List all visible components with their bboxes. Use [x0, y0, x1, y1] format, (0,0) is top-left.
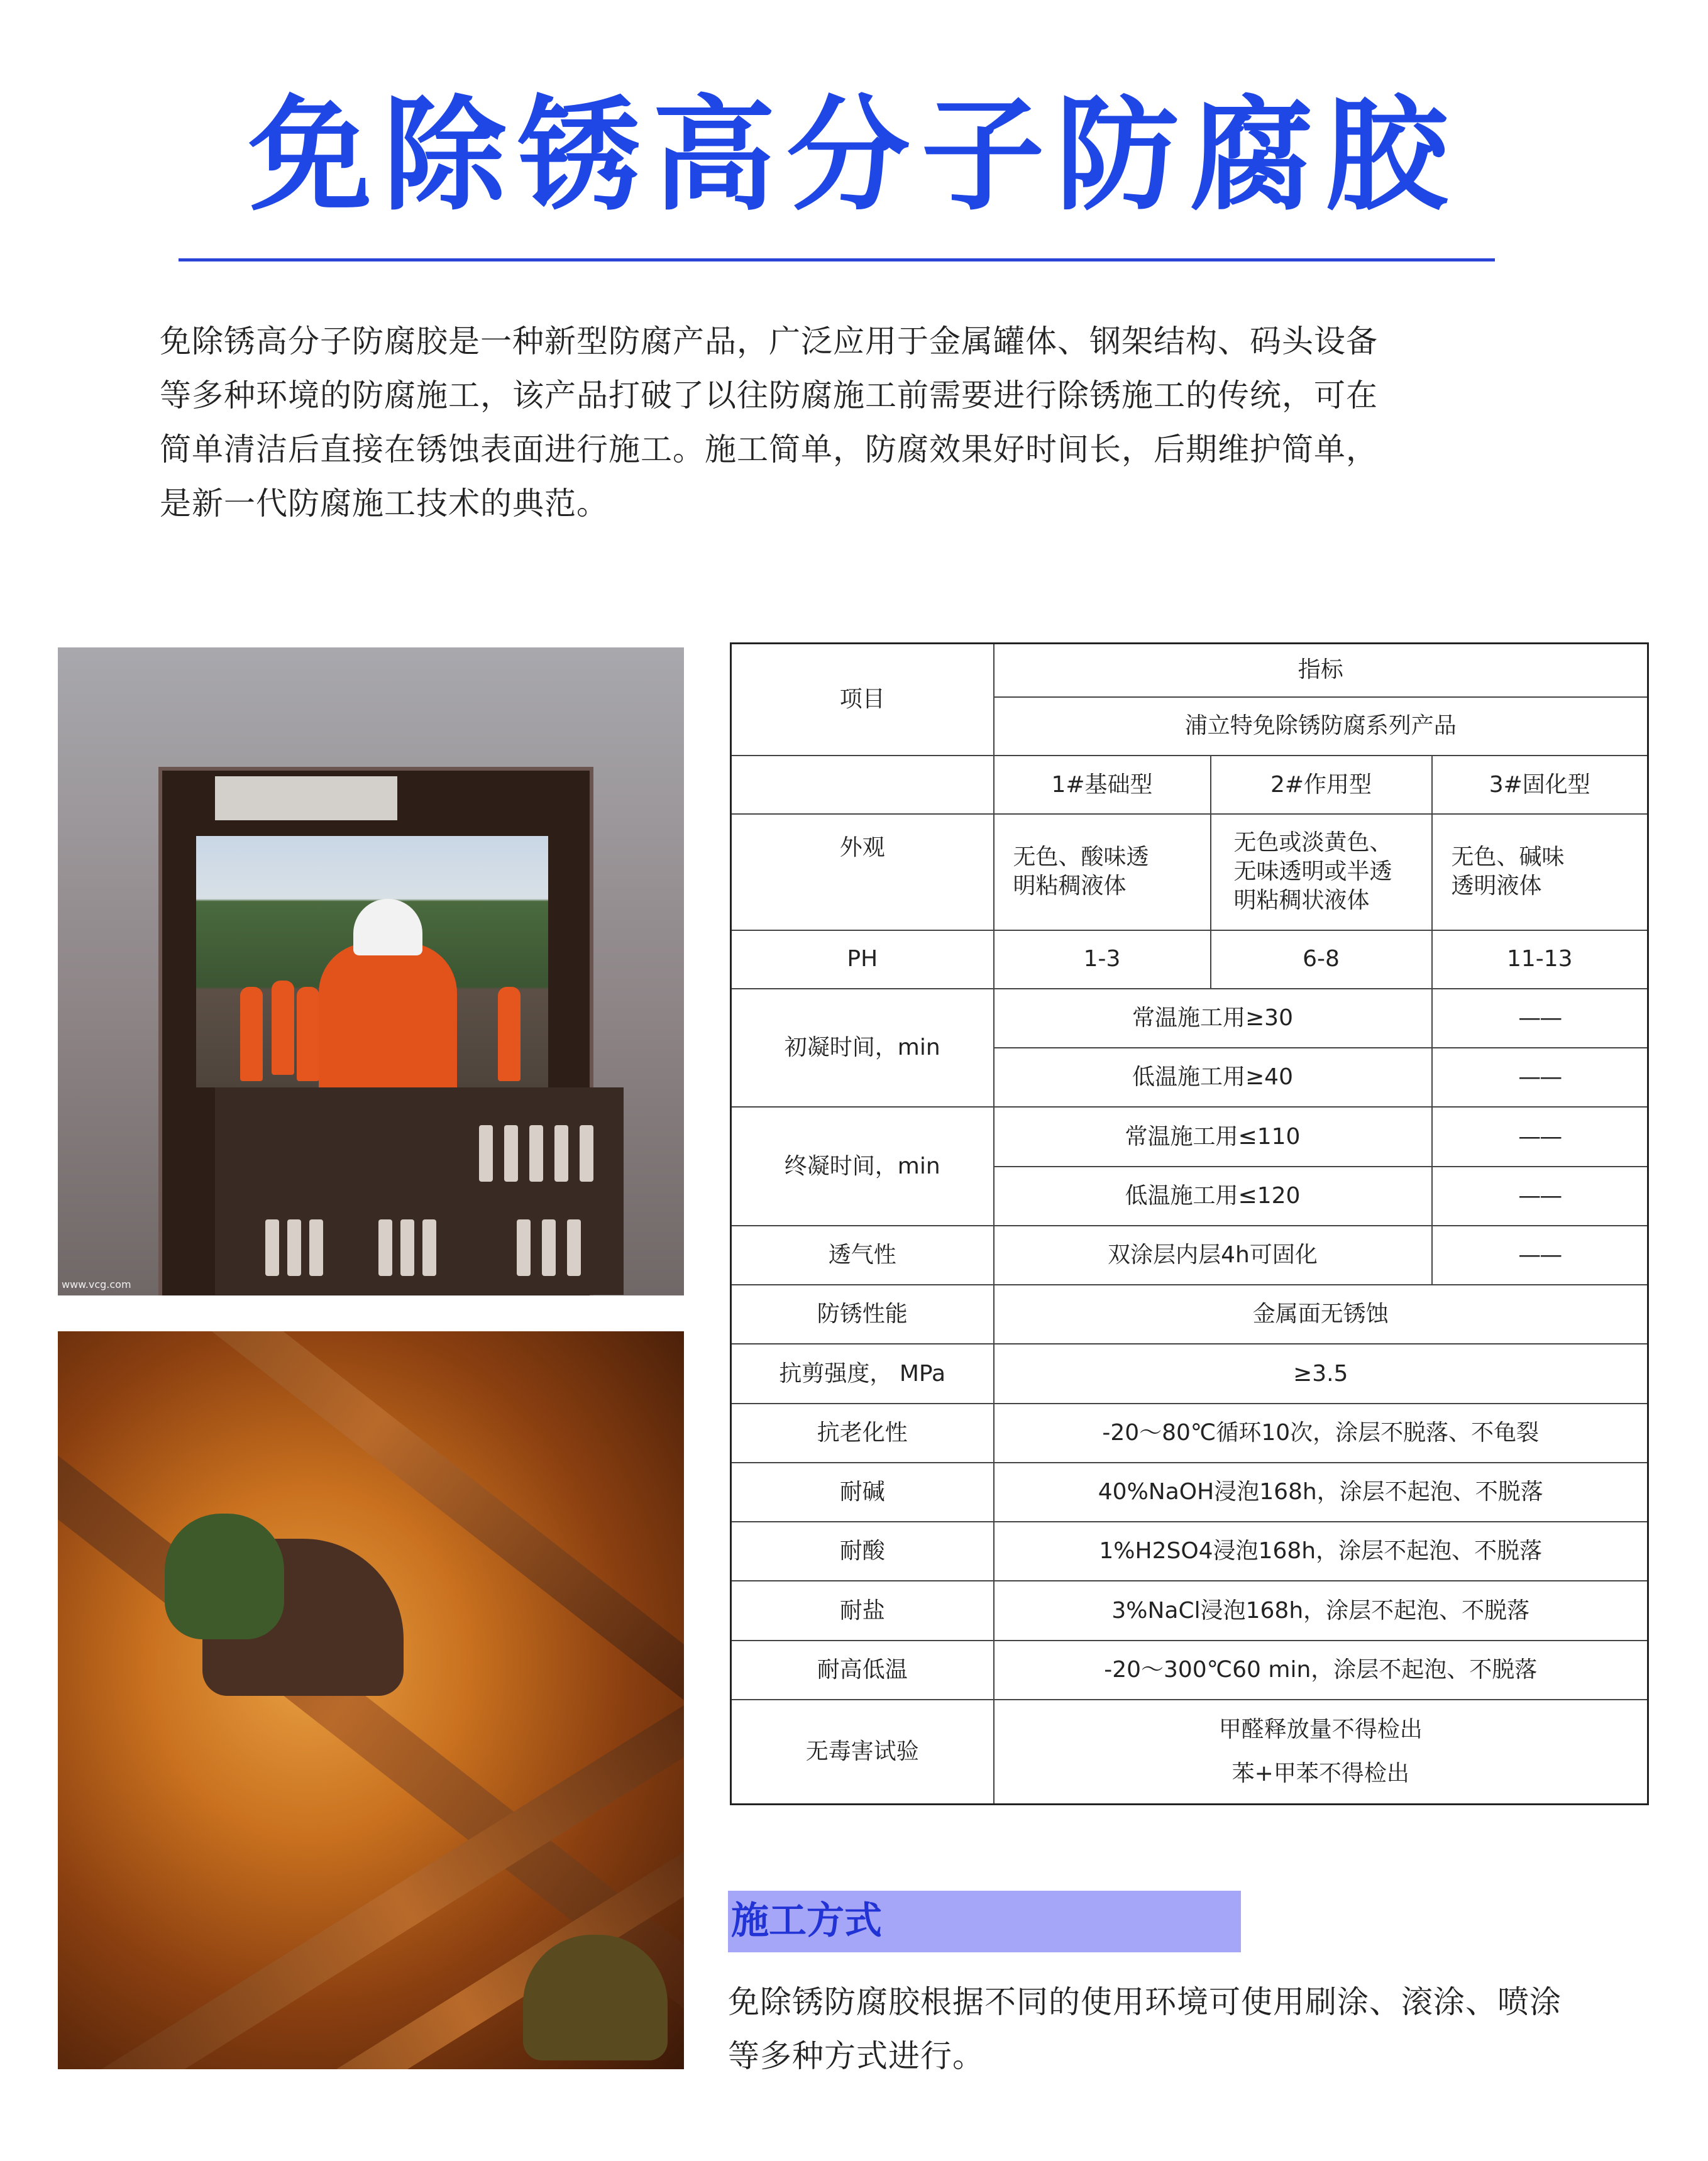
initial-set-normal: 常温施工用≥30 — [994, 989, 1432, 1048]
table-row — [731, 989, 1648, 1048]
final-set-low: 低温施工用≤120 — [994, 1167, 1432, 1226]
toxicity-line: 苯+甲苯不得检出 — [1231, 1760, 1409, 1786]
appearance-value — [1432, 814, 1648, 930]
fuse — [554, 1125, 568, 1182]
background-worker — [297, 987, 319, 1081]
spec-table — [730, 642, 1649, 1805]
ph-value: 1-3 — [994, 930, 1211, 989]
shear-strength-label: 抗剪强度， MPa — [731, 1344, 994, 1403]
item-header: 项目 — [731, 644, 994, 756]
type-header: 3#固化型 — [1432, 756, 1648, 814]
construction-line: 等多种方式进行。 — [728, 2038, 984, 2074]
appearance-line: 无色、酸味透 — [1013, 844, 1149, 871]
initial-set-label: 初凝时间，min — [731, 989, 994, 1108]
table-row — [731, 930, 1648, 989]
intro-line: 等多种环境的防腐施工，该产品打破了以往防腐施工前需要进行除锈施工的传统，可在 — [160, 377, 1378, 414]
cabinet-breaker-rack — [215, 776, 397, 820]
temperature-value: -20～300℃60 min，涂层不起泡、不脱落 — [994, 1641, 1648, 1700]
salt-label: 耐盐 — [731, 1581, 994, 1640]
anti-aging-value: -20～80℃循环10次，涂层不脱落、不龟裂 — [994, 1404, 1648, 1463]
fuse — [580, 1125, 593, 1182]
construction-paragraph — [728, 1975, 1658, 2083]
table-row — [731, 644, 1648, 697]
acid-label: 耐酸 — [731, 1522, 994, 1581]
fuse — [504, 1125, 518, 1182]
welder-photo — [58, 1331, 684, 2069]
final-set-label: 终凝时间，min — [731, 1107, 994, 1226]
fuse — [479, 1125, 493, 1182]
table-row — [731, 1226, 1648, 1285]
temperature-label: 耐高低温 — [731, 1641, 994, 1700]
table-row — [731, 1344, 1648, 1403]
toxicity-label: 无毒害试验 — [731, 1700, 994, 1805]
table-row — [731, 1463, 1648, 1522]
fuse — [517, 1219, 531, 1276]
alkali-value: 40%NaOH浸泡168h，涂层不起泡、不脱落 — [994, 1463, 1648, 1522]
fuse — [309, 1219, 323, 1276]
dash-cell: —— — [1432, 1226, 1648, 1285]
fuse — [378, 1219, 392, 1276]
table-row — [731, 814, 1648, 930]
fuse — [400, 1219, 414, 1276]
product-series: 浦立特免除锈防腐系列产品 — [994, 697, 1648, 756]
breathability-label: 透气性 — [731, 1226, 994, 1285]
shear-strength-value: ≥3.5 — [994, 1344, 1648, 1403]
ph-value: 6-8 — [1211, 930, 1432, 989]
dash-cell: —— — [1432, 989, 1648, 1048]
dash-cell: —— — [1432, 1167, 1648, 1226]
breathability-value: 双涂层内层4h可固化 — [994, 1226, 1432, 1285]
table-row — [731, 1522, 1648, 1581]
technician-figure — [319, 943, 457, 1087]
initial-set-low: 低温施工用≥40 — [994, 1048, 1432, 1107]
toxicity-value — [994, 1700, 1648, 1805]
table-row — [731, 1581, 1648, 1640]
title-divider — [179, 258, 1495, 261]
rust-prevention-label: 防锈性能 — [731, 1285, 994, 1344]
anti-aging-label: 抗老化性 — [731, 1404, 994, 1463]
final-set-normal: 常温施工用≤110 — [994, 1107, 1432, 1166]
appearance-line: 透明液体 — [1451, 873, 1542, 899]
dash-cell: —— — [1432, 1107, 1648, 1166]
welding-hood — [165, 1514, 284, 1639]
page-title: 免除锈高分子防腐胶 — [248, 84, 1460, 228]
intro-paragraph — [160, 314, 1543, 531]
appearance-line: 明粘稠状液体 — [1233, 888, 1370, 914]
fuse — [422, 1219, 436, 1276]
alkali-label: 耐碱 — [731, 1463, 994, 1522]
type-header: 1#基础型 — [994, 756, 1211, 814]
table-row — [731, 756, 1648, 814]
construction-line: 免除锈防腐胶根据不同的使用环境可使用刷涂、滚涂、喷涂 — [728, 1984, 1562, 2020]
table-row — [731, 1641, 1648, 1700]
table-row — [731, 1700, 1648, 1805]
appearance-line: 无色或淡黄色、 — [1233, 830, 1392, 856]
acid-value: 1%H2SO4浸泡168h，涂层不起泡、不脱落 — [994, 1522, 1648, 1581]
rust-prevention-value: 金属面无锈蚀 — [994, 1285, 1648, 1344]
intro-line: 是新一代防腐施工技术的典范。 — [160, 485, 609, 522]
table-row — [731, 1404, 1648, 1463]
background-worker — [240, 987, 263, 1081]
index-header: 指标 — [994, 644, 1648, 697]
background-worker — [272, 981, 294, 1075]
photo-credit: www.vcg.com — [62, 1278, 131, 1290]
fuse — [529, 1125, 543, 1182]
salt-value: 3%NaCl浸泡168h，涂层不起泡、不脱落 — [994, 1581, 1648, 1640]
appearance-line: 无色、碱味 — [1451, 844, 1565, 871]
background-worker — [498, 987, 521, 1081]
cabinet-lower-panel — [215, 1087, 624, 1295]
appearance-value — [994, 814, 1211, 930]
appearance-line: 无味透明或半透 — [1233, 859, 1392, 885]
dash-cell: —— — [1432, 1048, 1648, 1107]
empty-cell — [731, 756, 994, 814]
fuse — [265, 1219, 279, 1276]
table-row — [731, 1285, 1648, 1344]
appearance-label: 外观 — [731, 814, 994, 930]
table-row — [731, 1107, 1648, 1166]
fuse — [287, 1219, 301, 1276]
appearance-line: 明粘稠液体 — [1013, 873, 1127, 899]
fuse — [542, 1219, 556, 1276]
fuse — [567, 1219, 581, 1276]
ph-value: 11-13 — [1432, 930, 1648, 989]
intro-line: 简单清洁后直接在锈蚀表面进行施工。施工简单，防腐效果好时间长，后期维护简单， — [160, 431, 1378, 468]
construction-title: 施工方式 — [731, 1899, 882, 1943]
ph-label: PH — [731, 930, 994, 989]
control-cabinet-photo — [58, 647, 684, 1295]
toxicity-line: 甲醛释放量不得检出 — [1218, 1716, 1423, 1742]
intro-line: 免除锈高分子防腐胶是一种新型防腐产品，广泛应用于金属罐体、钢架结构、码头设备 — [160, 323, 1378, 360]
appearance-value — [1211, 814, 1432, 930]
second-welder-hood — [523, 1935, 668, 2060]
type-header: 2#作用型 — [1211, 756, 1432, 814]
